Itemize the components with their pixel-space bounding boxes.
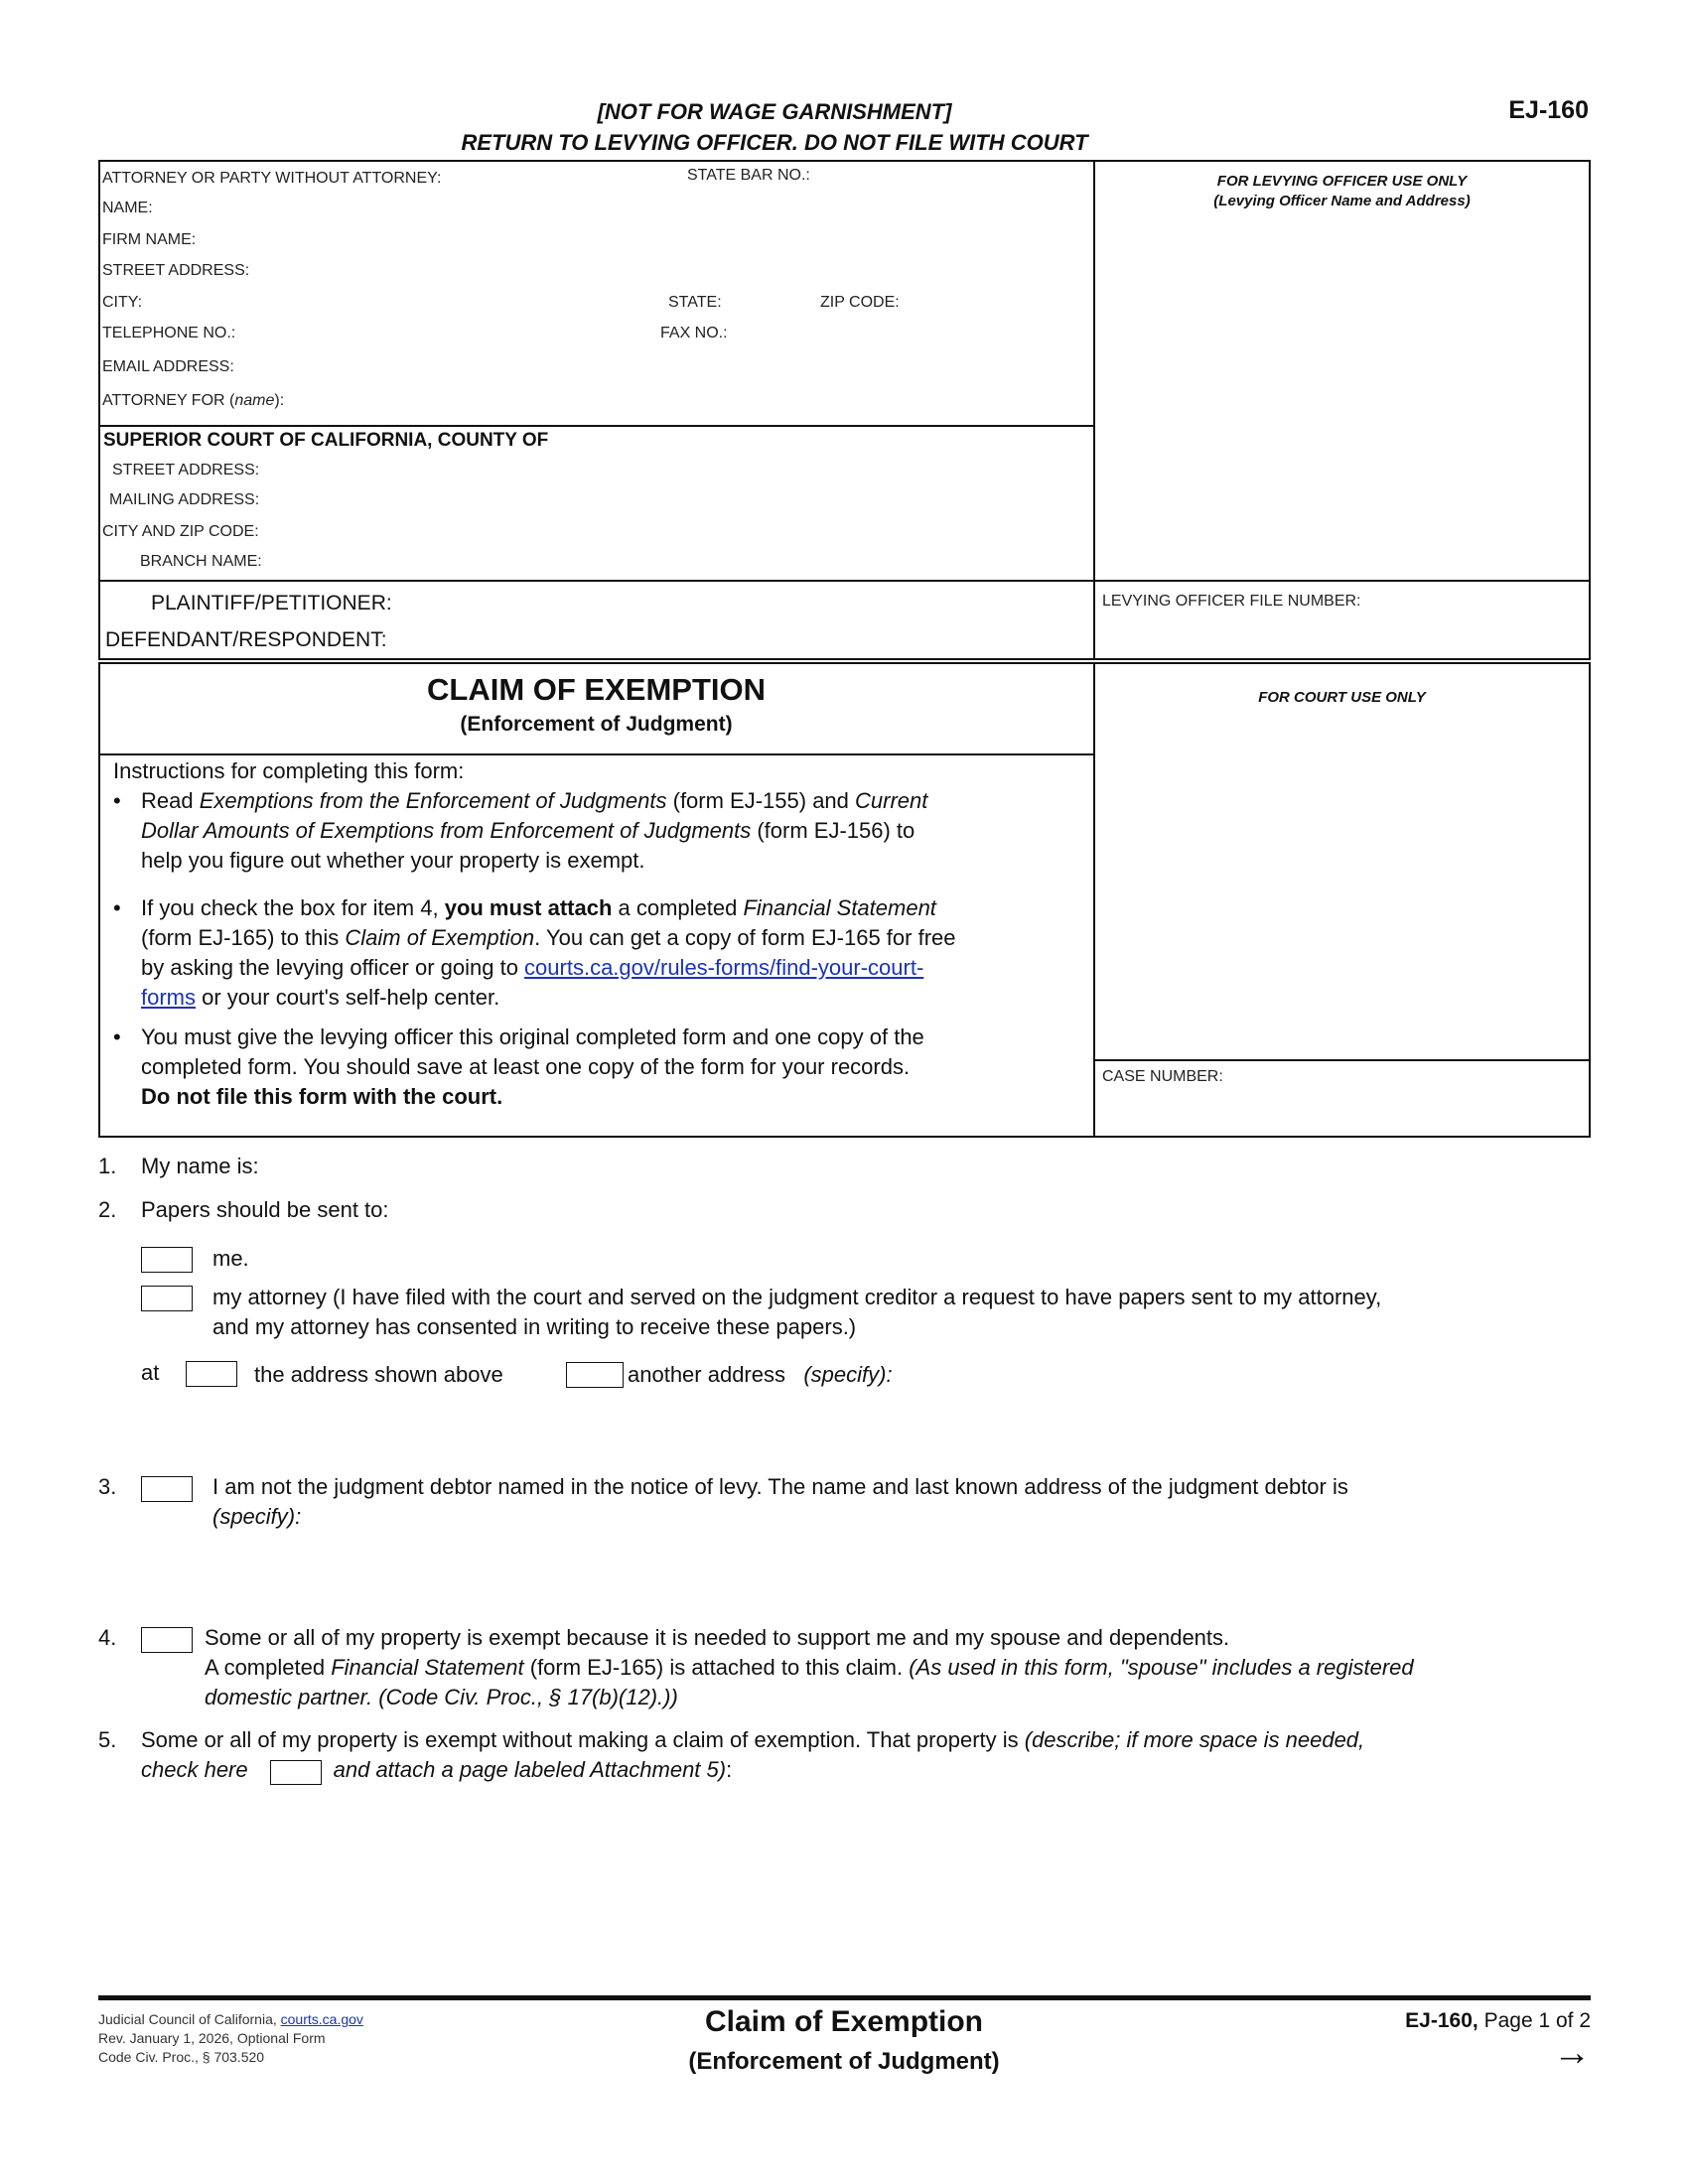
fax-label: FAX NO.: <box>660 325 728 341</box>
court-title: SUPERIOR COURT OF CALIFORNIA, COUNTY OF <box>103 430 549 451</box>
item-5-number: 5. <box>98 1727 117 1752</box>
i1-text-b: (form EJ-155) and <box>666 788 856 813</box>
item-4-text-c: (As used in this form, "spouse" includes a registered <box>909 1655 1414 1680</box>
i1-italic-a: Exemptions from the Enforcement of Judgments <box>199 788 667 813</box>
another-address-specify: (specify): <box>803 1362 893 1387</box>
instruction-2 <box>141 893 1084 1013</box>
address-above-label: the address shown above <box>254 1362 503 1387</box>
i3-text-b: completed form. You should save at least one copy of the form for your records. <box>141 1054 911 1079</box>
court-street-label: STREET ADDRESS: <box>112 462 260 478</box>
item-4-text <box>205 1623 1585 1712</box>
option-attorney-line-1: my attorney (I have filed with the court and served on the judgment creditor a request to have papers sent to my attorney, <box>212 1285 1382 1309</box>
item-5-check-here: check here <box>141 1757 248 1782</box>
attorney-label: ATTORNEY OR PARTY WITHOUT ATTORNEY: <box>102 170 442 187</box>
i3-bold: Do not file this form with the court. <box>141 1084 503 1109</box>
name-label: NAME: <box>102 200 153 216</box>
footer-title: Claim of Exemption <box>704 2005 984 2038</box>
checkbox-item-4[interactable] <box>141 1627 193 1653</box>
footer-code: Code Civ. Proc., § 703.520 <box>98 2049 265 2065</box>
levying-name-address: (Levying Officer Name and Address) <box>1213 193 1471 209</box>
footer-subtitle: (Enforcement of Judgment) <box>688 2048 1000 2075</box>
footer-council <box>98 2011 363 2027</box>
i2-text-f: or your court's self-help center. <box>196 985 500 1010</box>
i1-text-a: Read <box>141 788 200 813</box>
item-4-italic: Financial Statement <box>331 1655 524 1680</box>
case-number-label: CASE NUMBER: <box>1102 1068 1223 1085</box>
top-divider <box>1093 160 1095 660</box>
bullet-2: • <box>113 895 121 920</box>
i2-text-e: by asking the levying officer or going to <box>141 955 525 980</box>
find-forms-link-cont[interactable]: forms <box>141 985 196 1010</box>
bullet-1: • <box>113 788 121 813</box>
item-3-line-1: I am not the judgment debtor named in the notice of levy. The name and last known address of the judgment debtor is <box>212 1474 1348 1499</box>
footer-page-number: Page 1 of 2 <box>1483 2009 1591 2032</box>
i2-text-b: a completed <box>612 895 744 920</box>
street-address-label: STREET ADDRESS: <box>102 262 250 279</box>
attorney-for-text: ATTORNEY FOR ( <box>102 392 235 409</box>
title-instructions-divider <box>98 753 1094 755</box>
footer-form-ref: EJ-160, <box>1405 2009 1478 2032</box>
attorney-for-name: name <box>234 392 275 409</box>
item-2-number: 2. <box>98 1197 117 1222</box>
footer-page-info <box>1291 2009 1591 2033</box>
option-attorney-label <box>212 1283 1583 1342</box>
i2-bold-a: you must attach <box>444 895 613 920</box>
option-attorney-line-2: and my attorney has consented in writing to receive these papers.) <box>212 1314 857 1339</box>
top-form-frame <box>98 160 1591 660</box>
item-5-colon: : <box>726 1757 733 1782</box>
i1-text-d: help you figure out whether your property is exempt. <box>141 848 645 873</box>
next-page-arrow-icon[interactable]: → <box>1553 2032 1591 2074</box>
i1-text-c: (form EJ-156) to <box>751 818 915 843</box>
i2-text-a: If you check the box for item 4, <box>141 895 445 920</box>
telephone-label: TELEPHONE NO.: <box>102 325 236 341</box>
court-parties-divider <box>98 580 1591 582</box>
case-number-divider <box>1093 1059 1591 1061</box>
item-4-line-3: domestic partner. (Code Civ. Proc., § 17(b)(12).)) <box>205 1685 678 1709</box>
footer-council-text: Judicial Council of California, <box>98 2011 281 2027</box>
notice-line-2: RETURN TO LEVYING OFFICER. DO NOT FILE WITH COURT <box>461 130 1088 155</box>
court-use-only: FOR COURT USE ONLY <box>1258 689 1426 706</box>
checkbox-me[interactable] <box>141 1247 193 1273</box>
item-5-text-a: Some or all of my property is exempt without making a claim of exemption. That property is <box>141 1727 1025 1752</box>
form-number: EJ-160 <box>1508 96 1589 124</box>
instructions-heading: Instructions for completing this form: <box>113 758 465 783</box>
i1-italic-b: Current <box>855 788 928 813</box>
item-4-text-b: (form EJ-165) is attached to this claim. <box>523 1655 910 1680</box>
state-label: STATE: <box>668 294 722 311</box>
another-address-label <box>628 1360 893 1390</box>
i2-text-c: (form EJ-165) to this <box>141 925 346 950</box>
item-5-text <box>141 1725 1591 1785</box>
city-label: CITY: <box>102 294 143 311</box>
plaintiff-label: PLAINTIFF/PETITIONER: <box>151 592 392 614</box>
court-city-zip-label: CITY AND ZIP CODE: <box>102 523 259 540</box>
levying-file-number-label: LEVYING OFFICER FILE NUMBER: <box>1102 593 1361 610</box>
footer-rule <box>98 1995 1591 2000</box>
item-3-text <box>212 1472 1583 1532</box>
bullet-3: • <box>113 1024 121 1049</box>
instruction-3 <box>141 1023 1084 1112</box>
i2-italic-a: Financial Statement <box>743 895 936 920</box>
item-1-text: My name is: <box>141 1154 259 1178</box>
i2-text-d: . You can get a copy of form EJ-165 for free <box>534 925 956 950</box>
zip-code-label: ZIP CODE: <box>820 294 900 311</box>
checkbox-item-5-attachment[interactable] <box>270 1760 322 1785</box>
i2-italic-b: Claim of Exemption <box>345 925 535 950</box>
checkbox-another-address[interactable] <box>566 1362 624 1388</box>
item-4-line-1: Some or all of my property is exempt because it is needed to support me and my spouse and dependents. <box>205 1625 1230 1650</box>
item-5-italic-a: (describe; if more space is needed, <box>1024 1727 1365 1752</box>
instruction-1 <box>141 786 1084 876</box>
item-1-number: 1. <box>98 1154 117 1178</box>
option-me-label: me. <box>212 1246 249 1271</box>
item-4-text-a: A completed <box>205 1655 332 1680</box>
attorney-for-end: ): <box>274 392 285 409</box>
firm-name-label: FIRM NAME: <box>102 231 197 248</box>
attorney-court-divider <box>98 425 1094 427</box>
footer-revision: Rev. January 1, 2026, Optional Form <box>98 2030 326 2046</box>
checkbox-address-above[interactable] <box>186 1361 237 1387</box>
attorney-for-label <box>102 392 284 410</box>
levying-use-only: FOR LEVYING OFFICER USE ONLY <box>1216 173 1468 190</box>
email-label: EMAIL ADDRESS: <box>102 358 234 375</box>
court-mailing-label: MAILING ADDRESS: <box>109 491 260 508</box>
defendant-label: DEFENDANT/RESPONDENT: <box>105 628 387 651</box>
court-branch-label: BRANCH NAME: <box>140 553 262 570</box>
at-label: at <box>141 1360 160 1385</box>
another-address-text: another address <box>628 1362 785 1387</box>
i3-text-a: You must give the levying officer this original completed form and one copy of the <box>141 1024 924 1049</box>
state-bar-label: STATE BAR NO.: <box>687 167 810 184</box>
item-2-text: Papers should be sent to: <box>141 1197 389 1222</box>
item-4-number: 4. <box>98 1625 117 1650</box>
form-title: CLAIM OF EXEMPTION <box>427 672 766 707</box>
checkbox-my-attorney[interactable] <box>141 1286 193 1311</box>
item-3-number: 3. <box>98 1474 117 1499</box>
item-5-italic-b: and attach a page labeled Attachment 5) <box>333 1757 727 1782</box>
notice-line-1: [NOT FOR WAGE GARNISHMENT] <box>597 99 952 124</box>
i1-italic-c: Dollar Amounts of Exemptions from Enforcement of Judgments <box>141 818 752 843</box>
form-subtitle: (Enforcement of Judgment) <box>460 713 733 736</box>
checkbox-item-3[interactable] <box>141 1476 193 1502</box>
find-forms-link[interactable]: courts.ca.gov/rules-forms/find-your-court- <box>524 955 924 980</box>
footer-courts-link[interactable]: courts.ca.gov <box>280 2011 363 2027</box>
item-3-specify: (specify): <box>212 1504 302 1529</box>
